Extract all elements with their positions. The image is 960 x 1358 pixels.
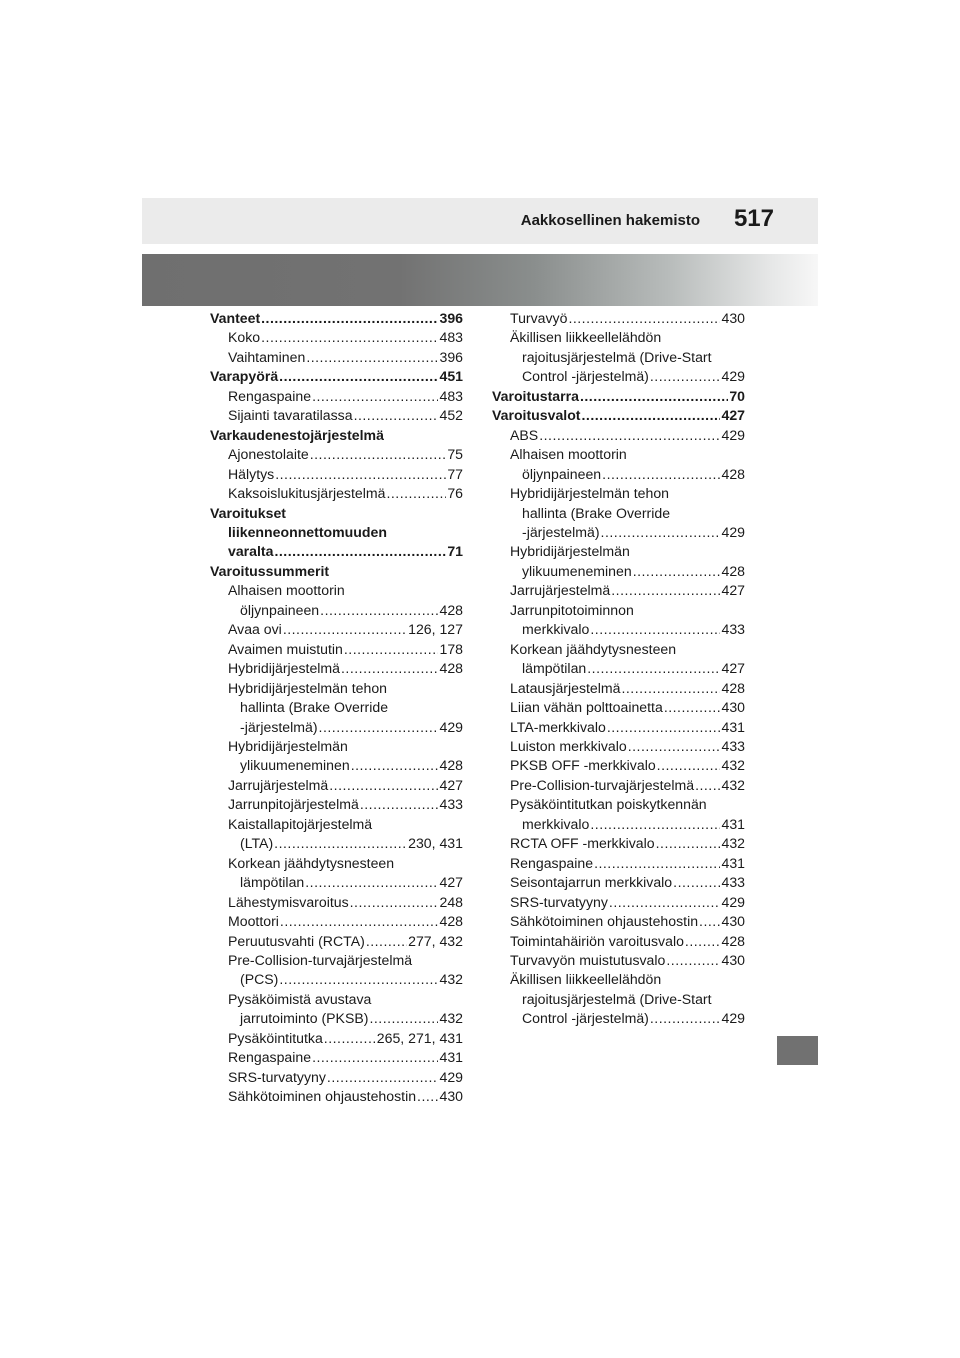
index-term: (PCS) bbox=[240, 971, 279, 988]
leader-dots bbox=[417, 1087, 438, 1106]
index-entry bbox=[492, 912, 745, 931]
index-term: Jarrujärjestelmä bbox=[510, 582, 611, 599]
index-entry bbox=[492, 542, 745, 561]
index-entry bbox=[210, 756, 463, 775]
index-entry bbox=[210, 679, 463, 698]
page-reference: 432 bbox=[439, 1010, 463, 1027]
page-reference: 427 bbox=[721, 660, 745, 677]
leader-dots bbox=[279, 367, 438, 386]
leader-dots bbox=[261, 328, 438, 347]
leader-dots bbox=[568, 309, 720, 328]
leader-dots bbox=[310, 445, 447, 464]
page-reference: 429 bbox=[721, 426, 745, 443]
index-entry bbox=[210, 970, 463, 989]
page-reference: 427 bbox=[721, 582, 745, 599]
index-entry bbox=[210, 718, 463, 737]
leader-dots bbox=[685, 932, 721, 951]
index-term: hallinta (Brake Override bbox=[522, 504, 671, 521]
index-entry bbox=[492, 854, 745, 873]
index-term: Sijainti tavaratilassa bbox=[228, 407, 353, 424]
page-header bbox=[142, 198, 818, 244]
index-entry bbox=[210, 504, 463, 523]
index-term: Pysäköintitutka bbox=[228, 1029, 323, 1046]
index-entry bbox=[492, 679, 745, 698]
index-entry bbox=[210, 367, 463, 386]
index-entry bbox=[492, 523, 745, 542]
index-entry bbox=[210, 795, 463, 814]
index-entry bbox=[210, 581, 463, 600]
leader-dots bbox=[666, 951, 720, 970]
leader-dots bbox=[312, 1048, 438, 1067]
index-term: (LTA) bbox=[240, 835, 274, 852]
page-reference: 248 bbox=[439, 893, 463, 910]
leader-dots bbox=[602, 465, 720, 484]
leader-dots bbox=[279, 970, 438, 989]
index-term: Control -järjestelmä) bbox=[522, 368, 649, 385]
index-entry bbox=[210, 912, 463, 931]
page-reference: 71 bbox=[447, 543, 463, 560]
leader-dots bbox=[324, 1029, 376, 1048]
page-reference: 428 bbox=[439, 601, 463, 618]
index-term: hallinta (Brake Override bbox=[240, 699, 389, 716]
index-term: öljynpaineen bbox=[522, 465, 602, 482]
index-entry bbox=[210, 815, 463, 834]
page-reference: 433 bbox=[721, 737, 745, 754]
index-entry bbox=[210, 601, 463, 620]
index-term: Äkillisen liikkeellelähdön bbox=[510, 971, 662, 988]
index-entry bbox=[492, 990, 745, 1009]
index-entry bbox=[492, 893, 745, 912]
leader-dots bbox=[274, 834, 407, 853]
page-reference: 451 bbox=[439, 368, 463, 385]
page-reference: 230, 431 bbox=[408, 835, 463, 852]
index-term: Turvavyö bbox=[510, 310, 568, 326]
index-entry bbox=[210, 659, 463, 678]
index-term: Äkillisen liikkeellelähdön bbox=[510, 329, 662, 346]
index-entry bbox=[210, 776, 463, 795]
page-reference: 428 bbox=[721, 932, 745, 949]
page-reference: 432 bbox=[721, 835, 745, 852]
index-term: Hybridijärjestelmän tehon bbox=[510, 485, 670, 502]
leader-dots bbox=[341, 659, 438, 678]
index-entry bbox=[492, 951, 745, 970]
page-reference: 429 bbox=[721, 1010, 745, 1027]
page-reference: 77 bbox=[447, 465, 463, 482]
leader-dots bbox=[351, 756, 439, 775]
leader-dots bbox=[656, 834, 721, 853]
index-entry bbox=[210, 1087, 463, 1106]
decorative-banner bbox=[142, 254, 818, 306]
index-entry bbox=[492, 504, 745, 523]
index-entry bbox=[210, 1029, 463, 1048]
index-term: Hybridijärjestelmä bbox=[228, 660, 340, 677]
index-term: Kaksoislukitusjärjestelmä bbox=[228, 485, 386, 502]
index-entry bbox=[210, 523, 463, 542]
leader-dots bbox=[305, 873, 438, 892]
index-term: rajoitusjärjestelmä (Drive-Start bbox=[522, 990, 712, 1007]
index-term: Avaimen muistutin bbox=[228, 640, 343, 657]
leader-dots bbox=[673, 873, 720, 892]
index-entry bbox=[492, 834, 745, 853]
index-term: Liian vähän polttoainetta bbox=[510, 699, 663, 716]
leader-dots bbox=[275, 465, 446, 484]
index-entry bbox=[492, 465, 745, 484]
index-entry bbox=[492, 795, 745, 814]
index-entry bbox=[492, 737, 745, 756]
page-reference: 431 bbox=[721, 718, 745, 735]
index-term: Control -järjestelmä) bbox=[522, 1010, 649, 1027]
page-reference: 432 bbox=[721, 776, 745, 793]
page-reference: 433 bbox=[439, 796, 463, 813]
index-term: Alhaisen moottorin bbox=[228, 582, 345, 599]
page-reference: 429 bbox=[721, 523, 745, 540]
page-reference: 433 bbox=[721, 621, 745, 638]
index-entry bbox=[210, 1068, 463, 1087]
index-column-right bbox=[492, 309, 745, 1029]
page-reference: 429 bbox=[439, 718, 463, 735]
index-entry bbox=[492, 406, 745, 425]
page-reference: 70 bbox=[729, 387, 745, 404]
page-reference: 429 bbox=[439, 1068, 463, 1085]
index-entry bbox=[492, 718, 745, 737]
index-term: Toimintahäiriön varoitusvalo bbox=[510, 932, 684, 949]
index-term: Varoitussummerit bbox=[210, 562, 330, 579]
leader-dots bbox=[539, 426, 720, 445]
index-entry bbox=[492, 581, 745, 600]
index-term: SRS-turvatyyny bbox=[228, 1068, 326, 1085]
leader-dots bbox=[366, 932, 407, 951]
leader-dots bbox=[628, 737, 721, 756]
index-term: Koko bbox=[228, 329, 261, 346]
section-tab-marker bbox=[777, 1036, 818, 1065]
index-entry bbox=[492, 387, 745, 406]
index-term: Turvavyön muistutusvalo bbox=[510, 951, 666, 968]
index-entry bbox=[210, 737, 463, 756]
index-term: ylikuumeneminen bbox=[522, 562, 632, 579]
leader-dots bbox=[274, 542, 446, 561]
index-term: merkkivalo bbox=[522, 815, 590, 832]
index-term: Hybridijärjestelmän bbox=[228, 737, 348, 754]
index-entry bbox=[210, 893, 463, 912]
page-reference: 396 bbox=[439, 348, 463, 365]
index-term: varalta bbox=[228, 543, 274, 560]
leader-dots bbox=[695, 776, 720, 795]
leader-dots bbox=[329, 776, 438, 795]
leader-dots bbox=[344, 640, 439, 659]
index-term: Moottori bbox=[228, 913, 279, 930]
index-term: Korkean jäähdytysnesteen bbox=[228, 854, 395, 871]
index-term: Varoitusvalot bbox=[492, 407, 581, 424]
index-term: Hybridijärjestelmän tehon bbox=[228, 679, 388, 696]
page-reference: 430 bbox=[439, 1088, 463, 1105]
index-entry bbox=[210, 1009, 463, 1028]
leader-dots bbox=[327, 1068, 439, 1087]
leader-dots bbox=[261, 309, 438, 328]
index-entry bbox=[210, 484, 463, 503]
page-reference: 428 bbox=[439, 660, 463, 677]
index-entry bbox=[210, 445, 463, 464]
index-entry bbox=[492, 601, 745, 620]
index-entry bbox=[492, 932, 745, 951]
page-reference: 428 bbox=[721, 562, 745, 579]
index-entry bbox=[492, 815, 745, 834]
index-column-left bbox=[210, 309, 463, 1107]
page-reference: 452 bbox=[439, 407, 463, 424]
page-reference: 427 bbox=[439, 776, 463, 793]
index-term: Korkean jäähdytysnesteen bbox=[510, 640, 677, 657]
index-entry bbox=[492, 873, 745, 892]
index-entry bbox=[210, 328, 463, 347]
page-reference: 277, 432 bbox=[408, 932, 463, 949]
page-reference: 428 bbox=[721, 679, 745, 696]
index-term: lämpötilan bbox=[240, 874, 305, 891]
page-reference: 396 bbox=[439, 310, 463, 326]
index-term: Vaihtaminen bbox=[228, 348, 306, 365]
leader-dots bbox=[386, 484, 446, 503]
page-reference: 430 bbox=[721, 310, 745, 326]
leader-dots bbox=[633, 562, 721, 581]
page-reference: 430 bbox=[721, 699, 745, 716]
leader-dots bbox=[280, 912, 439, 931]
leader-dots bbox=[611, 581, 720, 600]
page-reference: 428 bbox=[439, 913, 463, 930]
page-reference: 429 bbox=[721, 368, 745, 385]
leader-dots bbox=[607, 718, 721, 737]
leader-dots bbox=[699, 912, 720, 931]
index-term: Rengaspaine bbox=[510, 854, 594, 871]
page-reference: 431 bbox=[721, 815, 745, 832]
leader-dots bbox=[609, 893, 721, 912]
page-reference: 427 bbox=[439, 874, 463, 891]
index-entry bbox=[492, 970, 745, 989]
index-entry bbox=[492, 328, 745, 347]
index-term: PKSB OFF -merkkivalo bbox=[510, 757, 656, 774]
leader-dots bbox=[650, 1009, 721, 1028]
index-entry bbox=[210, 873, 463, 892]
index-entry bbox=[210, 1048, 463, 1067]
index-entry bbox=[210, 348, 463, 367]
index-term: Rengaspaine bbox=[228, 1049, 312, 1066]
index-entry bbox=[492, 1009, 745, 1028]
index-term: Hybridijärjestelmän bbox=[510, 543, 630, 560]
page-reference: 432 bbox=[721, 757, 745, 774]
page-reference: 430 bbox=[721, 951, 745, 968]
page-reference: 431 bbox=[439, 1049, 463, 1066]
index-term: ABS bbox=[510, 426, 539, 443]
index-term: jarrutoiminto (PKSB) bbox=[240, 1010, 369, 1027]
index-entry bbox=[492, 659, 745, 678]
index-entry bbox=[210, 951, 463, 970]
index-entry bbox=[210, 465, 463, 484]
index-term: Seisontajarrun merkkivalo bbox=[510, 874, 673, 891]
page-reference: 483 bbox=[439, 329, 463, 346]
index-entry bbox=[210, 834, 463, 853]
index-term: Sähkötoiminen ohjaustehostin bbox=[228, 1088, 417, 1105]
index-entry bbox=[210, 990, 463, 1009]
index-term: Pysäköintitutkan poiskytkennän bbox=[510, 796, 707, 813]
leader-dots bbox=[283, 620, 407, 639]
index-entry bbox=[210, 698, 463, 717]
index-entry bbox=[492, 698, 745, 717]
index-term: merkkivalo bbox=[522, 621, 590, 638]
page-reference: 75 bbox=[447, 446, 463, 463]
index-term: -järjestelmä) bbox=[240, 718, 318, 735]
page-reference: 431 bbox=[721, 854, 745, 871]
page-reference: 483 bbox=[439, 387, 463, 404]
index-entry bbox=[492, 348, 745, 367]
index-term: Pre-Collision-turvajärjestelmä bbox=[510, 776, 695, 793]
index-term: liikenneonnettomuuden bbox=[228, 523, 387, 540]
index-term: Varoitustarra bbox=[492, 387, 579, 404]
leader-dots bbox=[320, 601, 438, 620]
index-term: Jarrunpitojärjestelmä bbox=[228, 796, 359, 813]
leader-dots bbox=[664, 698, 721, 717]
leader-dots bbox=[360, 795, 439, 814]
page-reference: 432 bbox=[439, 971, 463, 988]
page-reference: 430 bbox=[721, 913, 745, 930]
index-term: Alhaisen moottorin bbox=[510, 446, 627, 463]
index-entry bbox=[492, 367, 745, 386]
leader-dots bbox=[350, 893, 439, 912]
index-term: Jarrunpitotoiminnon bbox=[510, 601, 634, 618]
index-entry bbox=[210, 542, 463, 561]
index-term: ylikuumeneminen bbox=[240, 757, 350, 774]
index-term: rajoitusjärjestelmä (Drive-Start bbox=[522, 348, 712, 365]
section-title: Aakkosellinen hakemisto bbox=[520, 212, 700, 229]
index-entry bbox=[492, 426, 745, 445]
leader-dots bbox=[650, 367, 721, 386]
index-entry bbox=[492, 620, 745, 639]
index-entry bbox=[210, 640, 463, 659]
index-entry bbox=[210, 406, 463, 425]
index-entry bbox=[210, 387, 463, 406]
index-entry bbox=[210, 562, 463, 581]
leader-dots bbox=[354, 406, 439, 425]
index-term: Vanteet bbox=[210, 310, 261, 326]
index-term: SRS-turvatyyny bbox=[510, 893, 608, 910]
index-term: Jarrujärjestelmä bbox=[228, 776, 329, 793]
index-entry bbox=[210, 426, 463, 445]
leader-dots bbox=[312, 387, 438, 406]
index-term: Hälytys bbox=[228, 465, 275, 482]
index-term: Varapyörä bbox=[210, 368, 279, 385]
index-entry bbox=[210, 854, 463, 873]
index-entry bbox=[492, 562, 745, 581]
index-entry bbox=[492, 640, 745, 659]
index-term: -järjestelmä) bbox=[522, 523, 600, 540]
index-term: Avaa ovi bbox=[228, 621, 282, 638]
index-entry bbox=[210, 309, 463, 328]
index-term: Lähestymisvaroitus bbox=[228, 893, 349, 910]
page-reference: 427 bbox=[721, 407, 745, 424]
leader-dots bbox=[590, 620, 720, 639]
page-reference: 428 bbox=[439, 757, 463, 774]
index-term: Latausjärjestelmä bbox=[510, 679, 621, 696]
page-reference: 429 bbox=[721, 893, 745, 910]
index-entry bbox=[492, 776, 745, 795]
leader-dots bbox=[319, 718, 439, 737]
index-term: Luiston merkkivalo bbox=[510, 737, 627, 754]
page-reference: 178 bbox=[439, 640, 463, 657]
index-entry bbox=[492, 445, 745, 464]
page-reference: 126, 127 bbox=[408, 621, 463, 638]
index-term: lämpötilan bbox=[522, 660, 587, 677]
index-term: Pre-Collision-turvajärjestelmä bbox=[228, 951, 413, 968]
page-reference: 428 bbox=[721, 465, 745, 482]
leader-dots bbox=[594, 854, 720, 873]
leader-dots bbox=[621, 679, 720, 698]
leader-dots bbox=[369, 1009, 438, 1028]
leader-dots bbox=[582, 406, 721, 425]
leader-dots bbox=[657, 756, 721, 775]
leader-dots bbox=[601, 523, 721, 542]
index-term: Pysäköimistä avustava bbox=[228, 990, 372, 1007]
index-term: Varoitukset bbox=[210, 504, 286, 521]
index-term: Varkaudenestojärjestelmä bbox=[210, 426, 384, 443]
index-term: Rengaspaine bbox=[228, 387, 312, 404]
index-term: Peruutusvahti (RCTA) bbox=[228, 932, 365, 949]
page-reference: 433 bbox=[721, 874, 745, 891]
leader-dots bbox=[590, 815, 720, 834]
index-entry bbox=[492, 484, 745, 503]
leader-dots bbox=[587, 659, 720, 678]
page-reference: 76 bbox=[447, 485, 463, 502]
index-term: öljynpaineen bbox=[240, 601, 320, 618]
page-number: 517 bbox=[733, 205, 774, 232]
index-entry bbox=[492, 309, 745, 328]
index-term: Sähkötoiminen ohjaustehostin bbox=[510, 913, 699, 930]
index-term: Ajonestolaite bbox=[228, 446, 309, 463]
index-term: Kaistallapitojärjestelmä bbox=[228, 815, 373, 832]
leader-dots bbox=[306, 348, 438, 367]
index-entry bbox=[492, 756, 745, 775]
leader-dots bbox=[580, 387, 728, 406]
index-term: LTA-merkkivalo bbox=[510, 718, 606, 735]
index-entry bbox=[210, 620, 463, 639]
index-term: RCTA OFF -merkkivalo bbox=[510, 835, 655, 852]
index-entry bbox=[210, 932, 463, 951]
page-reference: 265, 271, 431 bbox=[376, 1029, 463, 1046]
